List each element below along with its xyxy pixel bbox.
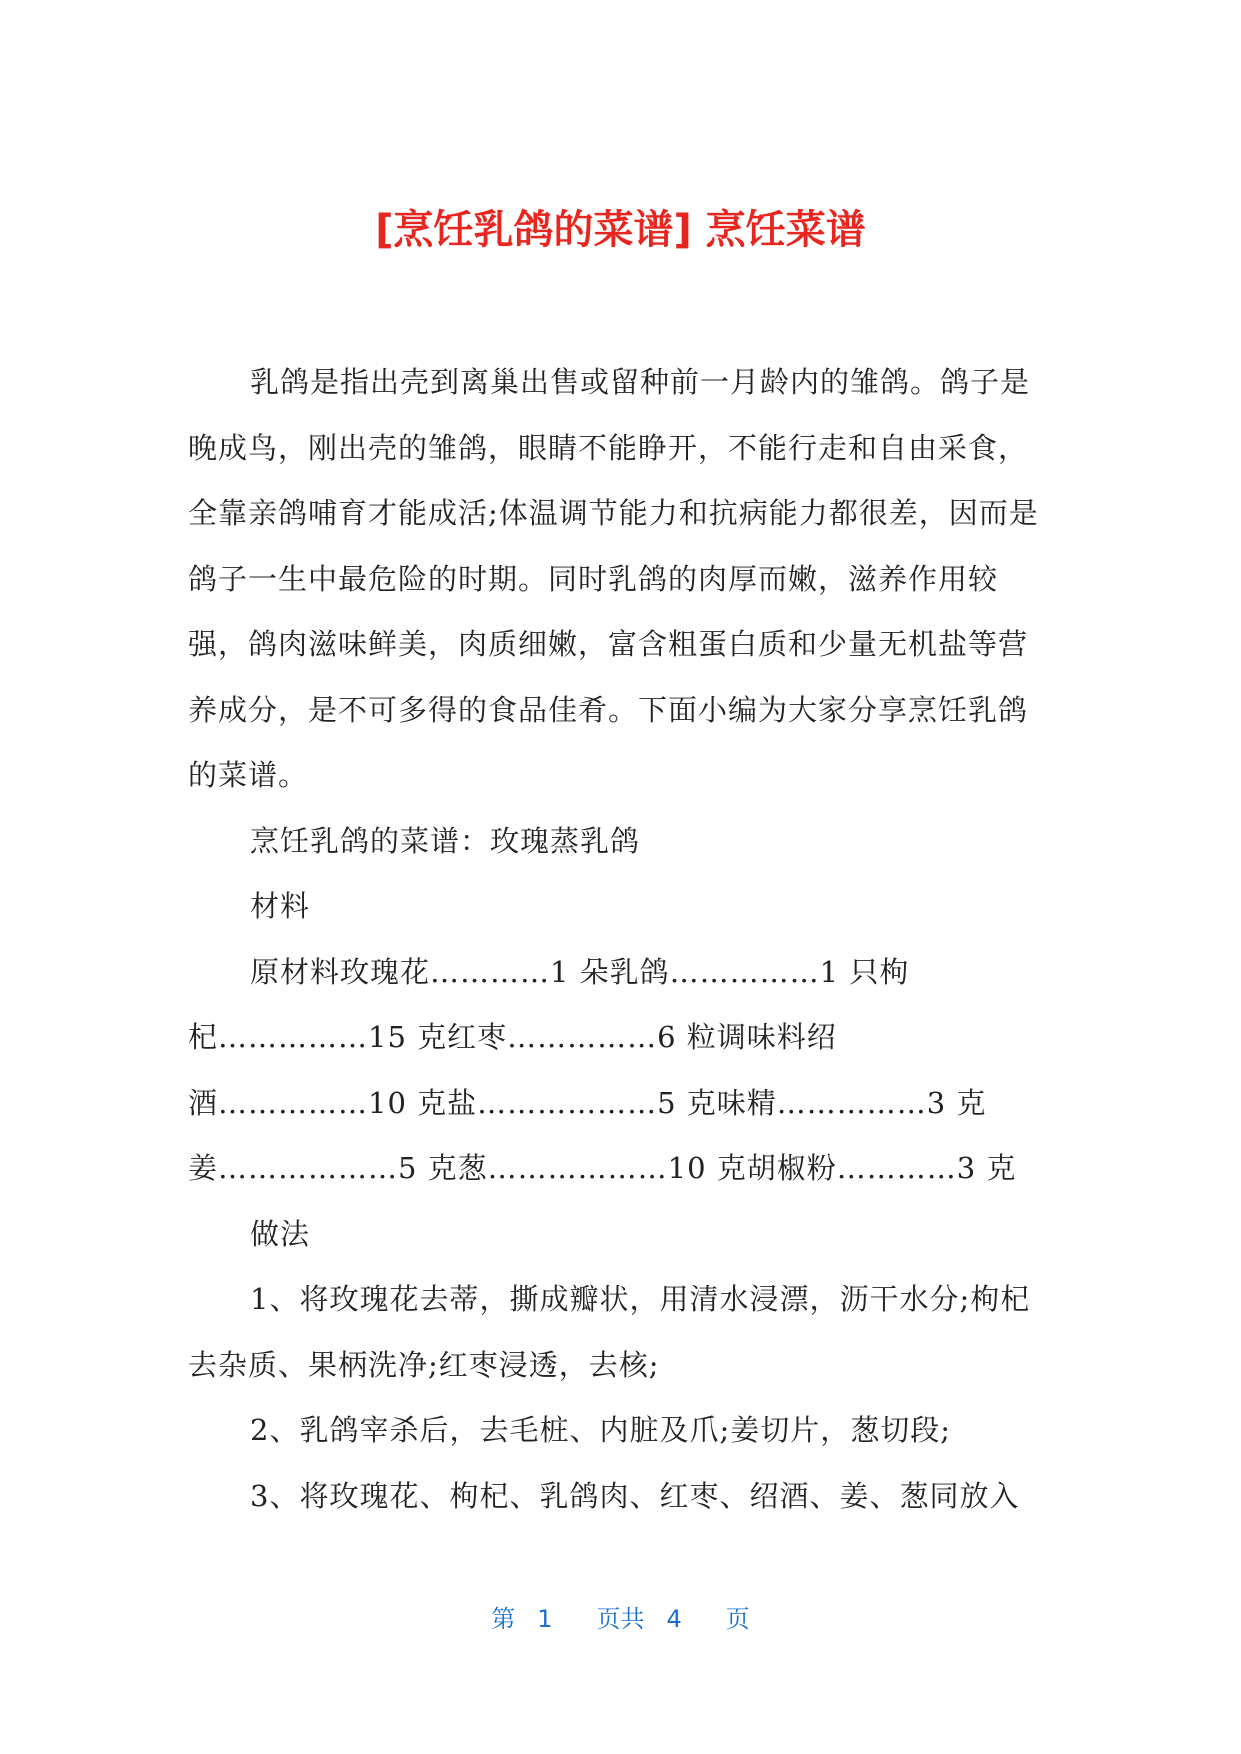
intro-paragraph: 乳鸽是指出壳到离巢出售或留种前一月龄内的雏鸽。鸽子是晚成鸟，刚出壳的雏鸽，眼睛不能睁开，不能行走和自由采食，全靠亲鸽哺育才能成活;体温调节能力和抗病能力都很差，因而是鸽子一生中最危险的时期。同时乳鸽的肉厚而嫩，滋养作用较强，鸽肉滋味鲜美，肉质细嫩，富含粗蛋白质和少量无机盐等营养成分，是不可多得的食品佳肴。下面小编为大家分享烹饪乳鸽的菜谱。 [188, 365, 1039, 792]
recipe-heading: 烹饪乳鸽的菜谱：玫瑰蒸乳鸽 [250, 823, 641, 858]
document-title: [烹饪乳鸽的菜谱] 烹饪菜谱 [375, 207, 866, 253]
materials-heading: 材料 [250, 889, 311, 923]
footer-prefix: 第 [491, 1605, 516, 1633]
ingredients-line-1: 原材料玫瑰花…………1 朵乳鸽……………1 只枸 [250, 954, 910, 989]
footer-middle: 页共 [596, 1605, 645, 1633]
footer-suffix: 页 [725, 1605, 750, 1633]
ingredients-line-2: 杞……………15 克红枣……………6 粒调味料绍 [188, 1020, 837, 1054]
ingredients-line-3: 酒……………10 克盐………………5 克味精……………3 克 [188, 1085, 987, 1120]
step-1: 1、将玫瑰花去蒂，撕成瓣状，用清水浸漂，沥干水分;枸杞去杂质、果柄洗净;红枣浸透，去核; [188, 1282, 1031, 1382]
method-heading: 做法 [250, 1216, 311, 1251]
step-3: 3、将玫瑰花、枸杞、乳鸽肉、红枣、绍酒、姜、葱同放入 [250, 1478, 1020, 1513]
footer-page-number: 1 [537, 1605, 553, 1633]
document-body [188, 350, 1048, 1529]
ingredients-line-4: 姜………………5 克葱………………10 克胡椒粉…………3 克 [188, 1151, 1017, 1185]
page-footer [0, 1604, 1241, 1634]
footer-total-pages: 4 [666, 1605, 682, 1633]
step-2: 2、乳鸽宰杀后，去毛桩、内脏及爪;姜切片，葱切段; [250, 1413, 951, 1447]
